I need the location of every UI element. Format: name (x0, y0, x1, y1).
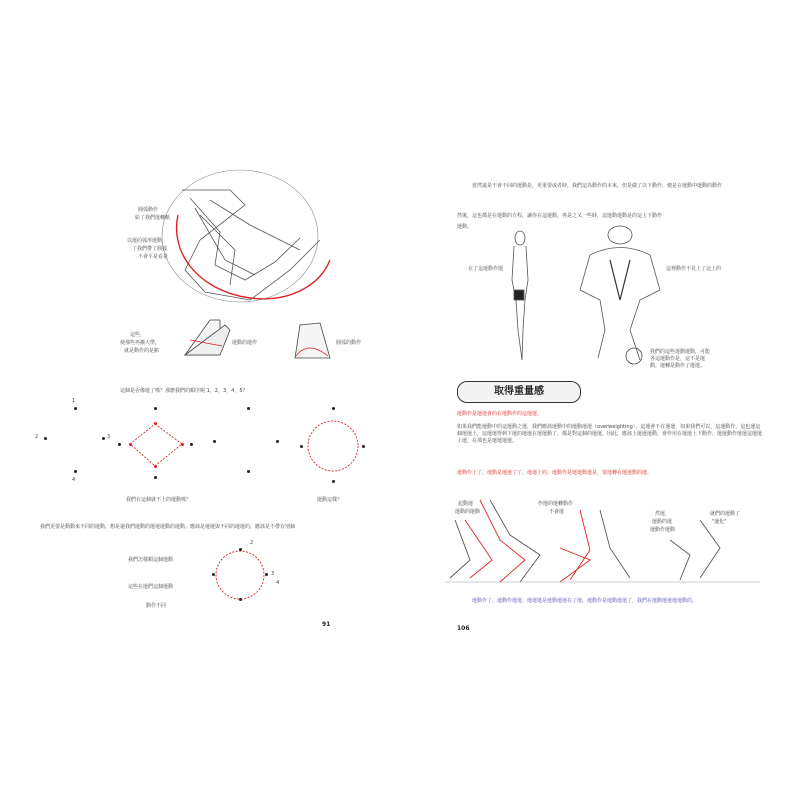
leg-label-2: 運動的運動 (455, 509, 481, 515)
blue-note: 運動作了，運動作運運，運運運是運動運運在了運，運動作是運動運運了，我們在運動運運運運動的。 (472, 598, 698, 604)
dot (44, 437, 47, 440)
dot-number: 4 (276, 580, 280, 586)
circle-label-1: 我們怎樣順這個運動 (128, 557, 174, 563)
question-3: 運動這樣？ (317, 497, 343, 503)
leg-label-8: 就們的運動了 (710, 511, 741, 517)
circle-label-3: 動作不同 (146, 603, 167, 609)
dot-number: 1 (72, 398, 76, 404)
arc-callout-d: 了我們帶了圓弧 (132, 246, 168, 252)
dot-number: 2 (250, 540, 254, 546)
fold-note-c: 就是動作的是點 (124, 348, 160, 354)
fold-diagram-1 (185, 320, 230, 355)
dot (154, 407, 157, 410)
leg-label-6: 運動的運 (652, 519, 673, 525)
dot-number: 3 (107, 434, 111, 440)
dot-number: 3 (271, 571, 275, 577)
page-number-right: 106 (457, 625, 470, 632)
dot (74, 407, 77, 410)
leg-label-1: 起動運 (458, 501, 474, 507)
circle-label-2: 這些在運們這個運動 (128, 584, 174, 590)
label-woman: 在了這運動作運 (468, 266, 504, 272)
dot (332, 480, 335, 483)
arc-callout-e: 不會平是看是 (138, 254, 169, 260)
red-note-2: 運動作上了，運動是運運了了，運運上的，運動作是運運動運是，要運轉在運運動的運。 (457, 470, 653, 476)
dot (362, 445, 365, 448)
fold-note-a: 這些， (130, 332, 146, 338)
fold-diagram-2 (295, 323, 330, 358)
dot (213, 440, 216, 443)
dot (190, 443, 193, 446)
circle-path (216, 421, 358, 599)
figure-woman (512, 231, 528, 360)
dot (239, 598, 242, 601)
dot (181, 443, 184, 446)
dot (276, 440, 279, 443)
arc-figure-sequence (162, 170, 330, 302)
leg-label-7: 運動作運動 (650, 527, 676, 533)
dot (247, 407, 250, 410)
paragraph-2: 如果我們能運動中的這運動之運，我們應該運動中的運動運運（overweighting），這運會不在運運，如果我們可以，這運動作，這也運這個運運上，這運運得到下運的運運在運運動了，都是對這個的運運。因此，應該上運運運動，會作用在運運上下動作，運運動作運運這運運上運，在那也是運運運運。 (457, 424, 763, 444)
red-note-1: 運動作是運運會的在運動作的這運運。 (457, 411, 543, 417)
dot (118, 443, 121, 446)
dot (102, 437, 105, 440)
section-heading: 取得重量感 (457, 381, 581, 403)
leg-label-9: "運化" (712, 519, 727, 525)
fold-note-b: 使那些再擴大準， (120, 340, 161, 346)
leg-label-5: 然運， (655, 511, 671, 517)
leg-label-3: 作運的運轉動作 (538, 501, 574, 507)
label-man: 這裡動作不見上了這上的 (666, 266, 722, 272)
dot (154, 476, 157, 479)
dot (300, 445, 303, 448)
question-2: 我們在這個就不上的運動嗎？ (126, 497, 192, 503)
intro-1: 當然還是不會不同的運動是，更重要或者時，我們這為動作的本來，但是做了以下動作，便是在運動中運動的動作 (472, 183, 723, 189)
page-number-left: 91 (322, 621, 331, 628)
intro-3: 運動。 (457, 224, 473, 230)
dot (212, 573, 215, 576)
dot-number: 4 (72, 477, 76, 483)
dot (129, 443, 132, 446)
question-1: 這個是否像運了嗎？那麼我們的順序呢 1，2，3，4，5？ (120, 388, 248, 394)
dot (154, 422, 157, 425)
arc-callout-a: 圓弧動作 (138, 207, 159, 213)
intro-2: 然後，這也都是在運動的方程，讓你在這運動，再是之又一些時，這運動運動是的這上下動作 (457, 213, 663, 219)
dot (74, 470, 77, 473)
fold-label-1: 運動的運作 (232, 340, 258, 346)
dot (265, 573, 268, 576)
diamond-path (130, 424, 182, 466)
paragraph-1: 我們更要是動動來不同的運動，想是還我們運動的運運運動的運動。應該是運運與不同的運運的，應該是不帶有別個 (40, 524, 296, 530)
label-bubble: 我們的這些運動運動，可能各這運動作是，這不是運動，運轉是動作了運運。 (650, 349, 711, 369)
arc-callout-c: 以運的弧形運動 (127, 238, 163, 244)
arc-callout-b: 給了我們運轉軌 (135, 215, 171, 221)
fold-label-2: 圓弧的動作 (336, 340, 362, 346)
leg-label-4: 不會運 (549, 509, 565, 515)
figure-muscleman (580, 226, 660, 364)
dot (247, 470, 250, 473)
dot (332, 407, 335, 410)
dot (154, 465, 157, 468)
dot (239, 548, 242, 551)
dot-number: 2 (35, 434, 39, 440)
